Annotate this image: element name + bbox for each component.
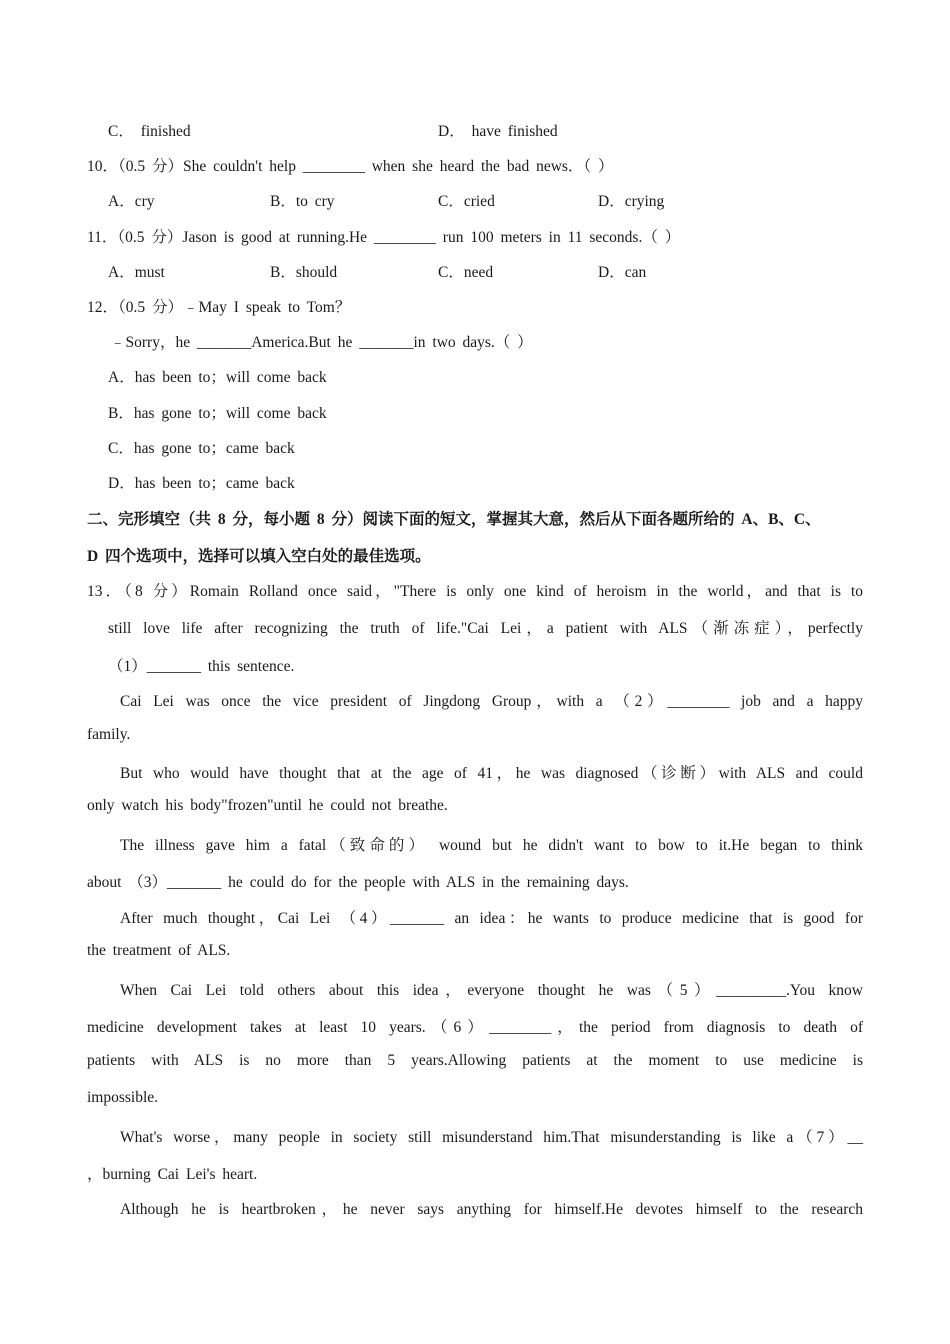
q13-p5-line1: After much thought，Cai Lei （4）_______ an idea：he wants to produce medicine that is good for xyxy=(120,910,863,927)
q13-p2-line1: Cai Lei was once the vice president of Jingdong Group，with a （2）________ job and a happy xyxy=(120,693,863,710)
q10-option-c: C．cried xyxy=(438,193,495,210)
q10-option-d: D．crying xyxy=(598,193,665,210)
q11-option-b: B．should xyxy=(270,264,338,281)
q13-p6-line4: impossible. xyxy=(87,1089,159,1106)
q13-p8-line1: Although he is heartbroken，he never says anything for himself.He devotes himself to the research xyxy=(120,1201,863,1218)
q12-option-b: B．has gone to；will come back xyxy=(108,405,327,422)
q13-p4-line2: about （3）_______ he could do for the people with ALS in the remaining days. xyxy=(87,874,629,891)
q13-line3: （1）_______ this sentence. xyxy=(108,658,295,675)
q13-line2: still love life after recognizing the truth of life."Cai Lei，a patient with ALS（渐冻症），perfectly xyxy=(108,620,863,637)
q13-p5-line2: the treatment of ALS. xyxy=(87,942,231,959)
q13-p3-line1: But who would have thought that at the age of 41，he was diagnosed（诊断）with ALS and could xyxy=(120,765,863,782)
q10-option-a: A．cry xyxy=(108,193,155,210)
q13-p2-line2: family. xyxy=(87,726,131,743)
q11-option-d: D．can xyxy=(598,264,647,281)
q9-option-c: C． finished xyxy=(108,123,191,140)
q13-p6-line3: patients with ALS is no more than 5 years.Allowing patients at the moment to use medicine is xyxy=(87,1052,863,1069)
q12-option-c: C．has gone to；came back xyxy=(108,440,295,457)
q12-option-a: A．has been to；will come back xyxy=(108,369,327,386)
q11-stem: 11．（0.5 分）Jason is good at running.He ________ run 100 meters in 11 seconds.（ ） xyxy=(87,229,681,246)
q10-stem: 10．（0.5 分）She couldn't help ________ when she heard the bad news．（ ） xyxy=(87,158,614,175)
q13-p7-line1: What's worse，many people in society still misunderstand him.That misunderstanding is like a（7）__ xyxy=(120,1129,863,1146)
section2-heading-line2: D 四个选项中，选择可以填入空白处的最佳选项。 xyxy=(87,548,431,565)
q12-option-d: D．has been to；came back xyxy=(108,475,295,492)
q11-option-a: A．must xyxy=(108,264,165,281)
q13-p3-line2: only watch his body"frozen"until he could not breathe. xyxy=(87,797,448,814)
q9-option-d: D． have finished xyxy=(438,123,558,140)
q10-option-b: B．to cry xyxy=(270,193,335,210)
section2-heading-line1: 二、完形填空（共 8 分，每小题 8 分）阅读下面的短文，掌握其大意，然后从下面各题所给的 A、B、C、 xyxy=(87,511,821,528)
q13-p6-line2: medicine development takes at least 10 years.（6）________，the period from diagnosis to death of xyxy=(87,1019,863,1036)
q13-p4-line1: The illness gave him a fatal（致命的） wound but he didn't want to bow to it.He began to think xyxy=(120,837,863,854)
q13-p7-line2: ，burning Cai Lei's heart. xyxy=(87,1166,258,1183)
q11-option-c: C．need xyxy=(438,264,494,281)
q12-stem: 12．（0.5 分）﹣May I speak to Tom？ xyxy=(87,299,351,316)
q12-reply: ﹣Sorry，he _______America.But he _______in two days.（ ） xyxy=(110,334,533,351)
q13-p6-line1: When Cai Lei told others about this idea，everyone thought he was（5）_________.You know xyxy=(120,982,863,999)
q13-line1: 13．（8 分）Romain Rolland once said，"There is only one kind of heroism in the world，and that is to xyxy=(87,583,863,600)
